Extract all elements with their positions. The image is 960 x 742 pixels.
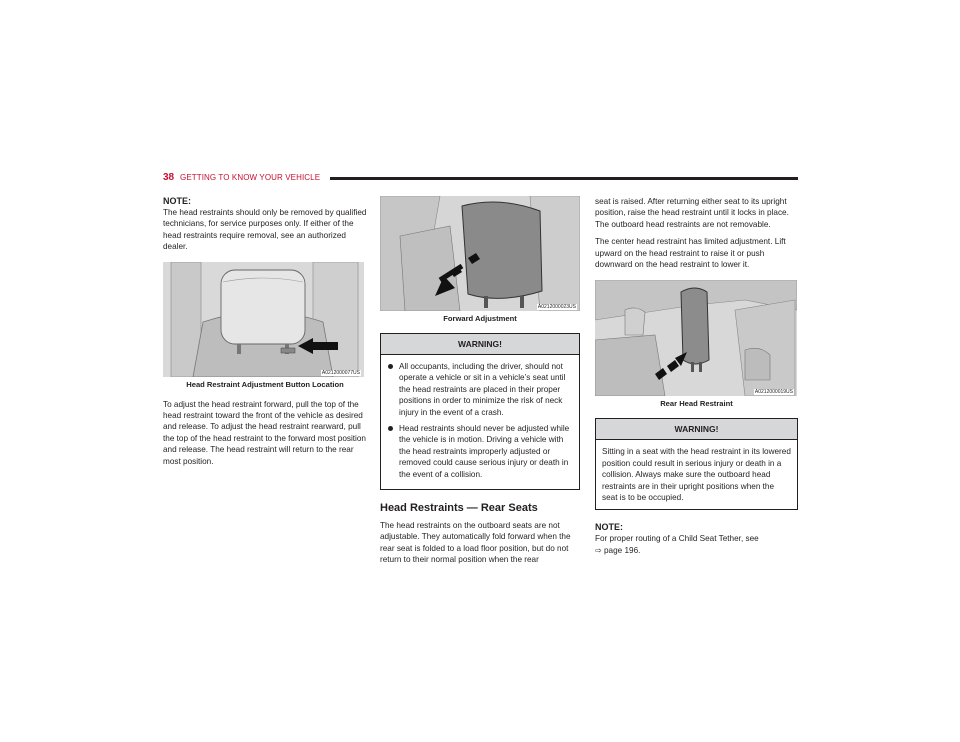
head-restraint-illustration xyxy=(163,262,364,377)
warning-item: Head restraints should never be adjusted while the vehicle is in motion. Driving a vehicle with the head restraints improperly adjusted or removed could cause serious injury or death in the event of a collision. xyxy=(387,423,573,480)
column-3 xyxy=(595,196,798,556)
figure-caption: Forward Adjustment xyxy=(443,314,517,323)
note-heading: NOTE: xyxy=(163,196,191,206)
forward-adjustment-illustration xyxy=(380,196,580,311)
header-rule xyxy=(330,177,798,180)
page-number: 38 xyxy=(163,172,175,183)
head-restraint-button-figure xyxy=(163,262,364,377)
note-text: For proper routing of a Child Seat Tether, see xyxy=(595,534,759,544)
figure-id: A0212000077US xyxy=(321,369,360,376)
warning-list xyxy=(387,361,573,480)
forward-adjustment-figure xyxy=(380,196,580,311)
body-paragraph: The center head restraint has limited adjustment. Lift upward on the head restraint to raise it or push downward on the head restraint to lower it. xyxy=(595,237,786,270)
page-reference-link[interactable] xyxy=(595,545,798,556)
section-title: GETTING TO KNOW YOUR VEHICLE xyxy=(180,173,321,182)
figure-id: A0212000019US xyxy=(754,389,793,396)
warning-item: All occupants, including the driver, should not operate a vehicle or sit in a vehicle’s seat until the head restraints are placed in their proper positions in order to minimize the risk of neck injury in the event of a crash. xyxy=(387,361,573,418)
page-reference-label: page 196. xyxy=(603,545,641,555)
figure-caption: Head Restraint Adjustment Button Location xyxy=(186,379,344,389)
figure-caption: Rear Head Restraint xyxy=(660,399,733,409)
rear-head-restraint-illustration xyxy=(595,280,797,396)
column-2 xyxy=(380,196,580,572)
note-heading: NOTE: xyxy=(595,522,623,533)
section-heading: Head Restraints — Rear Seats xyxy=(380,502,538,515)
body-paragraph: seat is raised. After returning either seat to its upright position, raise the head restraint until it locks in place. The outboard head restraints are not removable. xyxy=(595,197,789,229)
body-paragraph: The head restraints on the outboard seats are not adjustable. They automatically fold forward when the rear seat is folded to a load floor position, but do not return to their normal position when the rear xyxy=(380,521,571,565)
rear-head-restraint-figure xyxy=(595,280,797,396)
body-paragraph: To adjust the head restraint forward, pull the top of the head restraint toward the front of the vehicle as desired and release. To adjust the head restraint rearward, pull the top of the head restraint to the forward most position and release. The head restraint will return to the rear most position. xyxy=(163,399,366,466)
warning-heading: WARNING! xyxy=(596,419,797,440)
note-text: The head restraints should only be removed by qualified technicians, for service purposes only. If either of the head restraints require removal, see an authorized dealer. xyxy=(163,208,367,252)
warning-text: Sitting in a seat with the head restraint in its lowered position could result in serious injury or death in a collision. Always make sure the outboard head restraints are in their upright positions when the seat is to be occupied. xyxy=(602,447,791,503)
arrow-right-icon: ⇨ xyxy=(595,545,602,555)
column-1 xyxy=(163,196,367,473)
page-header xyxy=(163,172,798,186)
figure-id: A0212000023US xyxy=(537,304,576,310)
warning-box xyxy=(595,418,798,510)
warning-box xyxy=(380,333,580,490)
warning-heading: WARNING! xyxy=(381,334,579,355)
